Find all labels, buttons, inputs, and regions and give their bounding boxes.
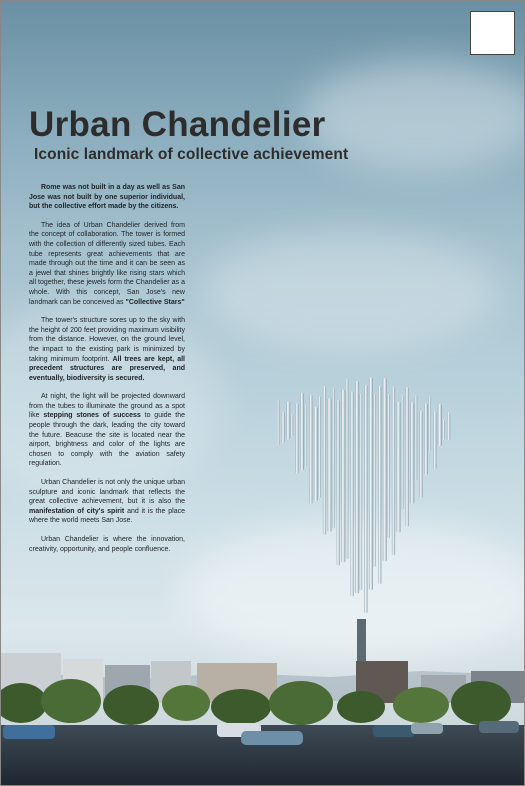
body-emphasis: All trees are kept, all precedent structures are preserved, and eventually, biodiversity is secured. (29, 355, 185, 382)
body-emphasis: Rome was not built in a day as well as San Jose was not built by one superior individual, but the collective effort made by the citizens. (29, 184, 185, 211)
tube (397, 402, 401, 532)
tube (438, 404, 442, 446)
tube (442, 420, 444, 440)
tube (351, 392, 354, 597)
body-text (29, 183, 185, 563)
tree (41, 679, 101, 723)
body-segment: to guide the people through the dark, leading the city toward the future. Beacuse the site is located near the airport, brightness and color of the lights are chosen to comply with the aviation safety regulation. (29, 412, 186, 468)
tube (378, 386, 381, 584)
tree (269, 681, 333, 725)
tree (211, 689, 271, 725)
car (373, 725, 415, 737)
tree (451, 681, 511, 725)
body-paragraph (29, 221, 185, 307)
tube (291, 414, 293, 437)
body-paragraph (29, 535, 185, 554)
tube (410, 403, 414, 504)
tube (429, 396, 431, 452)
tube (309, 395, 312, 504)
body-segment: At night, the light will be projected downward from the tubes to illuminate the ground as a spot like (29, 393, 185, 420)
body-emphasis: manifestation of city's spirit (29, 507, 125, 515)
tube (364, 385, 367, 613)
tube-group (277, 378, 450, 613)
tube (415, 395, 417, 480)
body-segment: The idea of Urban Chandelier derived from the concept of collaboration. The tower is formed with the collection of differently sized tubes. Each tube represents great achievements that are made through out the time and it can be seen as a jewel that shines brightly like rising stars which all together, these jewels form the Chandelier as a whole. With this concept, San Jose's new landmark can be conceived as (29, 221, 185, 306)
tree (337, 691, 385, 723)
tube (305, 405, 307, 467)
tube (355, 381, 359, 593)
body-paragraph (29, 316, 185, 383)
blank-corner-box (470, 11, 515, 55)
body-segment: The tower's structure sores up to the sky with the height of 200 feet providing maximum visibility from the distance. However, on the ground level, the impact to the existing park is minimized by taking minimum footprint. (29, 317, 185, 363)
body-paragraph (29, 392, 185, 469)
tube (341, 390, 345, 563)
body-paragraph (29, 183, 185, 212)
tree (103, 685, 159, 725)
tube (323, 386, 326, 535)
tree (162, 685, 210, 721)
tube (337, 400, 340, 565)
body-emphasis: stepping stones of success (43, 412, 141, 420)
tube (346, 379, 348, 559)
car (241, 731, 303, 745)
tube (369, 378, 373, 590)
city-skyline-image (1, 641, 525, 786)
tube (447, 412, 450, 440)
tube (401, 395, 403, 510)
tube (314, 407, 318, 501)
tube (282, 412, 285, 443)
tube (277, 400, 279, 446)
tube (360, 393, 362, 590)
page-subtitle: Iconic landmark of collective achievement (34, 146, 349, 163)
tube (300, 393, 304, 470)
car (3, 725, 55, 739)
tube (406, 387, 409, 526)
tube (419, 411, 422, 498)
cloud (201, 231, 501, 351)
body-emphasis: "Collective Stars" (125, 298, 185, 306)
page-title: Urban Chandelier (29, 105, 326, 144)
body-segment: Urban Chandelier is where the innovation, creativity, opportunity, and people confluence. (29, 536, 185, 553)
tube (433, 412, 436, 470)
tube (318, 397, 320, 498)
tube (392, 387, 395, 556)
tube (387, 394, 389, 538)
tube (295, 403, 298, 473)
tube (286, 402, 290, 440)
tube (383, 378, 387, 561)
car (411, 723, 443, 734)
car (479, 721, 519, 733)
body-segment: and it is the place where the world meets San Jose. (29, 507, 185, 525)
tree (393, 687, 449, 723)
body-paragraph (29, 478, 185, 526)
tube (424, 404, 428, 475)
body-segment: Urban Chandelier is not only the unique urban sculpture and iconic landmark that reflects the great collective achievement, but it is also the (29, 479, 185, 506)
tube (332, 388, 334, 529)
tube (374, 393, 376, 567)
tube (328, 398, 332, 531)
